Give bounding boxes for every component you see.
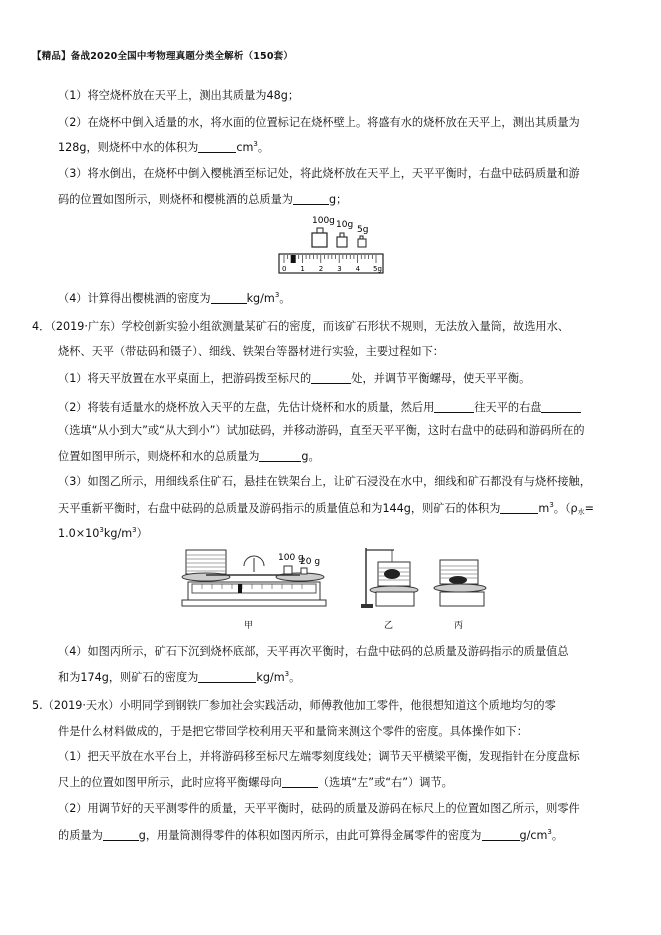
q4-step3-line2: 天平重新平衡时，右盘中砝码的总质量及游码指示的质量值总和为144g，则矿石的体积为 $m^3$。（$\rho_水=$: [58, 501, 595, 516]
figure-jia-balance: [182, 550, 326, 631]
q5-step2-line1: （2）用调节好的天平测零件的质量，天平平衡时，砝码的质量及游码在标尺上的位置如图乙所示，则零件: [58, 802, 580, 815]
tick-label: 1: [300, 265, 305, 273]
q5-step1-line1: （1）把天平放在水平台上，并将游码移至标尺左端零刻度线处；调节天平横梁平衡，发现指针在分度盘标: [58, 750, 580, 763]
q5-step1-line2: 尺上的位置如图甲所示，此时应将平衡螺母向 （选填“左”或“右”）调节。: [58, 776, 453, 789]
q4-step2-line3: 位置如图甲所示，则烧杯和水的总质量为 g。: [58, 450, 320, 463]
fig-weight-label-100g: 100 g: [278, 553, 304, 563]
q5-stem-line2: 件是什么材料做成的，于是把它带回学校利用天平和量筒来测这个零件的密度。具体操作如下：: [58, 725, 528, 738]
q4-stem-line2: 烧杯、天平（带砝码和镊子）、细线、铁架台等器材进行实验，主要过程如下：: [58, 345, 444, 358]
weight-label-5g: 5g: [357, 225, 369, 235]
q3-step2-line2: 128g，则烧杯中水的体积为 $cm^3$。: [58, 140, 270, 154]
answer-blank[interactable]: [293, 193, 329, 205]
answer-blank[interactable]: [500, 502, 538, 514]
caption-jia: 甲: [244, 621, 254, 631]
answer-blank[interactable]: [541, 401, 581, 413]
weight-100g: [284, 566, 292, 574]
q4-step4-line2: 和为174g，则矿石的密度为 $kg/m^3$。: [58, 670, 301, 684]
q4-step4-line1: （4）如图丙所示，矿石下沉到烧杯底部，天平再次平衡时，右盘中砝码的总质量及游码指示的质量值总: [58, 645, 569, 658]
figure-bing-setup: [434, 560, 486, 631]
answer-blank[interactable]: [211, 292, 247, 304]
q3-step1: （1）将空烧杯放在天平上，测出其质量为48g；: [58, 89, 300, 102]
q3-step2-line1: （2）在烧杯中倒入适量的水，将水面的位置标记在烧杯壁上。将盛有水的烧杯放在天平上，测出其质量为: [58, 116, 580, 129]
caption-bing: 丙: [454, 621, 464, 631]
fig-weight-label-20g: 20 g: [300, 557, 321, 567]
tick-label: 2: [318, 265, 324, 273]
weight-5g: [358, 236, 366, 247]
figure-yi-setup: [361, 548, 418, 631]
q4-step2-line1: （2）将装有适量水的烧杯放入天平的左盘，先估计烧杯和水的质量，然后用 往天平的右盘: [58, 401, 581, 413]
weight-10g: [337, 233, 347, 247]
weight-20g: [301, 568, 307, 574]
q3-step3-line2: 码的位置如图所示，则烧杯和樱桃酒的总质量为 g；: [58, 193, 348, 206]
weights-and-scale-figure: [276, 214, 386, 276]
q4-step1: （1）将天平放置在水平桌面上，把游码拨至标尺的 处，并调节平衡螺母，使天平平衡。: [58, 372, 531, 385]
rider-marker: [291, 255, 296, 263]
answer-blank[interactable]: [103, 829, 139, 841]
q4-step3-line1: （3）如图乙所示，用细线系住矿石，悬挂在铁架台上，让矿石浸没在水中，细线和矿石都没有与烧杯接触，: [58, 475, 591, 488]
q4-step2-line2: （选填“从小到大”或“从大到小”）试加砝码，并移动游码，直至天平平衡，这时右盘中的砝码和游码所在的: [58, 424, 585, 437]
tick-label: 5g: [373, 265, 382, 273]
q3-step3-line1: （3）将水倒出，在烧杯中倒入樱桃酒至标记处，将此烧杯放在天平上，天平平衡时，右盘中砝码质量和游: [58, 167, 580, 180]
answer-blank[interactable]: [282, 776, 318, 788]
caption-yi: 乙: [384, 621, 394, 631]
page-header: 【精品】备战2020全国中考物理真题分类全解析（150套）: [32, 51, 294, 62]
balance-figures: [178, 544, 498, 634]
weight-label-10g: 10g: [336, 220, 354, 230]
answer-blank[interactable]: [311, 372, 351, 384]
q4-stem-line1: 4．（2019·广东）学校创新实验小组欲测量某矿石的密度，而该矿石形状不规则，无法放入量筒，故选用水、: [32, 320, 569, 333]
weight-100g: [312, 228, 327, 247]
tick-label: 4: [355, 265, 361, 273]
tick-label: 0: [282, 265, 287, 273]
answer-blank[interactable]: [482, 829, 520, 841]
answer-blank[interactable]: [259, 450, 301, 462]
q3-step4: （4）计算得出樱桃酒的密度为 $kg/m^3$。: [58, 291, 291, 305]
answer-blank[interactable]: [434, 401, 474, 413]
q5-step2-line2: 的质量为 g，用量筒测得零件的体积如图丙所示，由此可算得金属零件的密度为 $g/cm^3$。: [58, 828, 564, 842]
q4-step3-line3: $1.0\times 10^3kg/m^3$）: [58, 526, 148, 540]
answer-blank[interactable]: [198, 141, 236, 153]
tick-label: 3: [337, 265, 342, 273]
weight-label-100g: 100g: [312, 216, 335, 226]
answer-blank[interactable]: [198, 671, 256, 683]
q5-stem-line1: 5.（2019·天水）小明同学到钢铁厂参加社会实践活动，师傅教他加工零件，他很想知道这个质地均匀的零: [32, 699, 556, 712]
